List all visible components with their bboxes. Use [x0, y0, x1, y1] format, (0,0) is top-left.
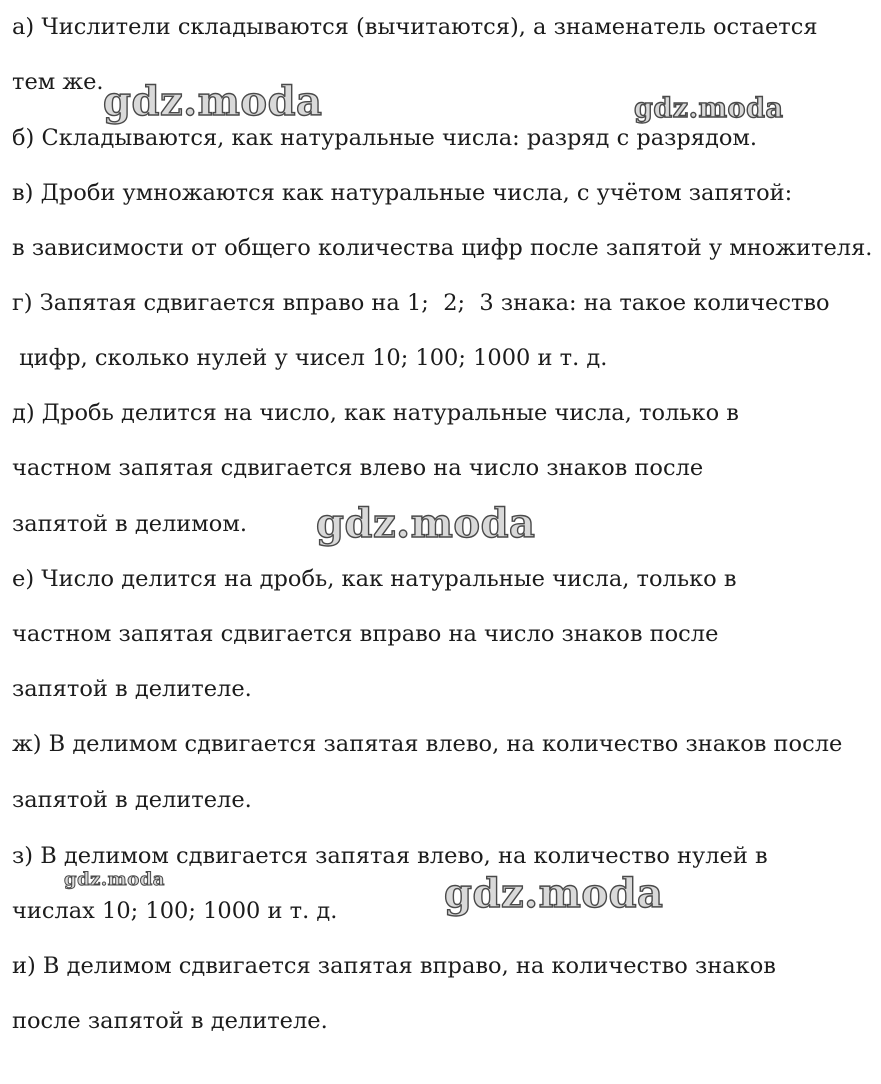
answer-d-line-1: д) Дробь делится на число, как натуральные числа, только в [12, 400, 739, 426]
watermark-logo: gdz.moda [103, 78, 323, 125]
watermark-logo: gdz.moda [316, 500, 536, 547]
answer-i-line-1: и) В делимом сдвигается запятая вправо, на количество знаков [12, 953, 776, 979]
answer-b-line-1: б) Складываются, как натуральные числа: разряд с разрядом. [12, 125, 758, 151]
answer-d-line-2: частном запятая сдвигается влево на число знаков после [12, 455, 704, 481]
answer-e-line-1: е) Число делится на дробь, как натуральные числа, только в [12, 566, 737, 592]
answer-z-line-1: з) В делимом сдвигается запятая влево, на количество нулей в [12, 843, 768, 869]
answer-a-line-1: а) Числители складываются (вычитаются), а знаменатель остается [12, 14, 818, 40]
answer-z-line-2: числах 10; 100; 1000 и т. д. [12, 898, 338, 924]
answer-i-line-2: после запятой в делителе. [12, 1008, 328, 1034]
answer-g-line-1: г) Запятая сдвигается вправо на 1; 2; 3 знака: на такое количество [12, 290, 830, 316]
answer-d-line-3: запятой в делимом. [12, 511, 247, 537]
answer-a-line-2: тем же. [12, 69, 104, 95]
answer-e-line-3: запятой в делителе. [12, 676, 252, 702]
answer-g-line-2: цифр, сколько нулей у чисел 10; 100; 1000 и т. д. [12, 345, 608, 371]
answer-zh-line-1: ж) В делимом сдвигается запятая влево, на количество знаков после [12, 731, 843, 757]
answer-v-line-1: в) Дроби умножаются как натуральные числа, с учётом запятой: [12, 180, 793, 206]
answer-e-line-2: частном запятая сдвигается вправо на число знаков после [12, 621, 719, 647]
answer-v-line-2: в зависимости от общего количества цифр после запятой у множителя. [12, 235, 873, 261]
watermark-logo: gdz.moda [444, 870, 664, 917]
watermark-logo: gdz.moda [64, 869, 165, 890]
watermark-logo: gdz.moda [634, 93, 784, 124]
answer-zh-line-2: запятой в делителе. [12, 787, 252, 813]
